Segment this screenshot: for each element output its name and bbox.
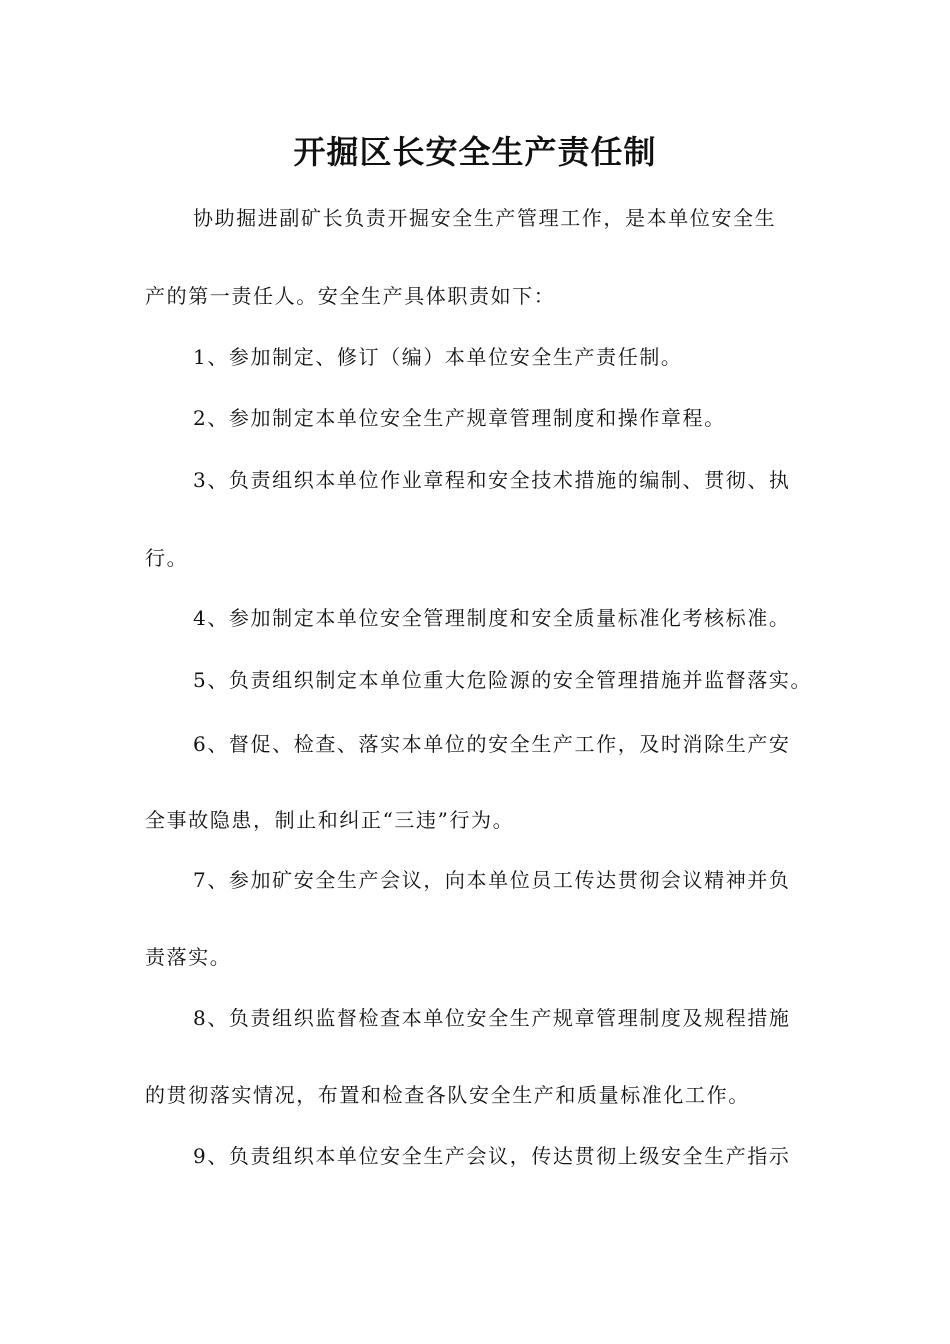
item-1-line-1: 1、参加制定、修订（编）本单位安全生产责任制。	[193, 345, 683, 369]
item-5-line-1: 5、负责组织制定本单位重大危险源的安全管理措施并监督落实。	[193, 668, 813, 692]
item-8-line-2: 的贯彻落实情况，布置和检查各队安全生产和质量标准化工作。	[145, 1083, 750, 1107]
item-2-line-1: 2、参加制定本单位安全生产规章管理制度和操作章程。	[193, 406, 726, 430]
item-3-line-2: 行。	[145, 546, 189, 570]
item-4-line-1: 4、参加制定本单位安全管理制度和安全质量标准化考核标准。	[193, 606, 791, 630]
intro-line-1: 协助掘进副矿长负责开掘安全生产管理工作，是本单位安全生	[193, 206, 777, 230]
intro-line-2: 产的第一责任人。安全生产具体职责如下：	[145, 284, 556, 308]
item-3-line-1: 3、负责组织本单位作业章程和安全技术措施的编制、贯彻、执	[193, 468, 791, 492]
item-7-line-1: 7、参加矿安全生产会议，向本单位员工传达贯彻会议精神并负	[193, 868, 791, 892]
item-6-line-1: 6、督促、检查、落实本单位的安全生产工作，及时消除生产安	[193, 732, 791, 756]
item-6-line-2: 全事故隐患，制止和纠正“三违”行为。	[145, 808, 515, 832]
document-title: 开掘区长安全生产责任制	[293, 133, 657, 171]
item-9-line-1: 9、负责组织本单位安全生产会议，传达贯彻上级安全生产指示	[193, 1144, 791, 1168]
item-7-line-2: 责落实。	[145, 945, 232, 969]
item-8-line-1: 8、负责组织监督检查本单位安全生产规章管理制度及规程措施	[193, 1006, 791, 1030]
